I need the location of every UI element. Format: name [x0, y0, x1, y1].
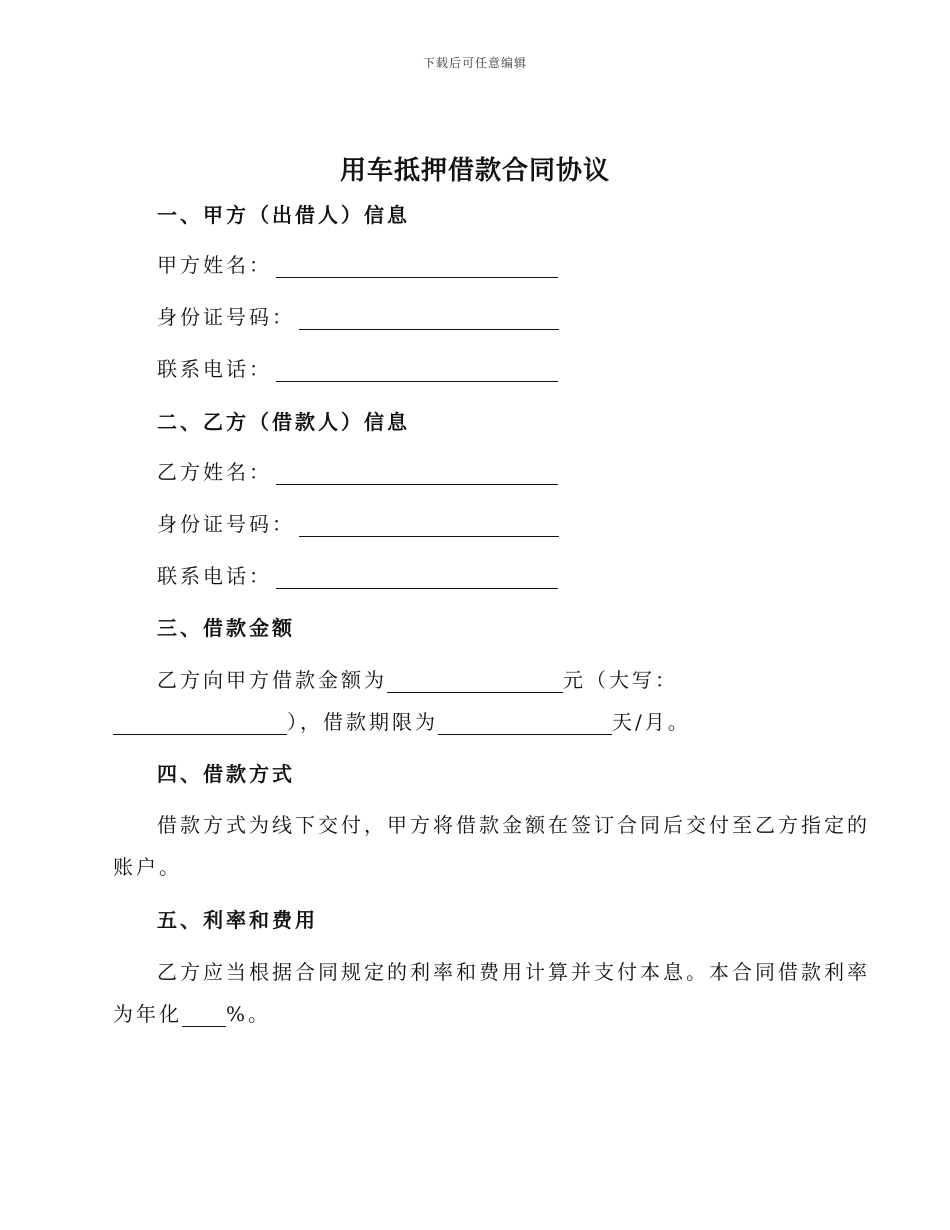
loan-term-unit: 天/月。: [612, 710, 691, 734]
page-header-note: 下载后可任意编辑: [422, 56, 527, 70]
lender-id-label: 身份证号码：: [157, 305, 295, 329]
lender-phone-field: [157, 353, 558, 382]
interest-rate-prefix: 为年化: [113, 1002, 182, 1026]
section-heading-loan-amount: 三、借款金额: [157, 616, 295, 640]
loan-term-blank[interactable]: [438, 716, 612, 735]
interest-rate-blank[interactable]: [182, 1008, 226, 1027]
section-heading-interest-fees: 五、利率和费用: [157, 908, 318, 932]
borrower-phone-field: [157, 560, 558, 589]
section-heading-loan-method: 四、借款方式: [157, 762, 295, 786]
lender-name-blank[interactable]: [276, 259, 558, 278]
borrower-id-label: 身份证号码：: [157, 512, 295, 536]
interest-line-2: [113, 998, 271, 1027]
interest-line-1: 乙方应当根据合同规定的利率和费用计算并支付本息。本合同借款利率: [157, 960, 870, 984]
borrower-name-label: 乙方姓名：: [157, 460, 272, 484]
document-title: 用车抵押借款合同协议: [339, 156, 610, 186]
section-heading-lender: 一、甲方（出借人）信息: [157, 203, 410, 227]
loan-amount-uppercase-label: 元（大写：: [563, 668, 678, 692]
lender-phone-blank[interactable]: [276, 363, 558, 382]
loan-method-line-1: 借款方式为线下交付，甲方将借款金额在签订合同后交付至乙方指定的: [157, 813, 870, 837]
borrower-name-blank[interactable]: [276, 466, 558, 485]
lender-id-blank[interactable]: [299, 311, 559, 330]
loan-amount-prefix: 乙方向甲方借款金额为: [157, 668, 387, 692]
borrower-phone-blank[interactable]: [276, 570, 558, 589]
lender-phone-label: 联系电话：: [157, 357, 272, 381]
loan-amount-line-2: [113, 706, 691, 735]
loan-amount-line-1: [157, 664, 678, 693]
borrower-name-field: [157, 456, 558, 485]
loan-amount-uppercase-blank[interactable]: [113, 716, 287, 735]
interest-rate-suffix: %。: [226, 1002, 272, 1026]
loan-term-label: ），借款期限为: [287, 710, 438, 734]
section-heading-borrower: 二、乙方（借款人）信息: [157, 410, 410, 434]
borrower-id-field: [157, 508, 559, 537]
lender-id-field: [157, 301, 559, 330]
borrower-phone-label: 联系电话：: [157, 564, 272, 588]
lender-name-label: 甲方姓名：: [157, 253, 272, 277]
borrower-id-blank[interactable]: [299, 518, 559, 537]
loan-amount-blank[interactable]: [387, 674, 563, 693]
loan-method-line-2: 账户。: [113, 855, 182, 879]
lender-name-field: [157, 249, 558, 278]
